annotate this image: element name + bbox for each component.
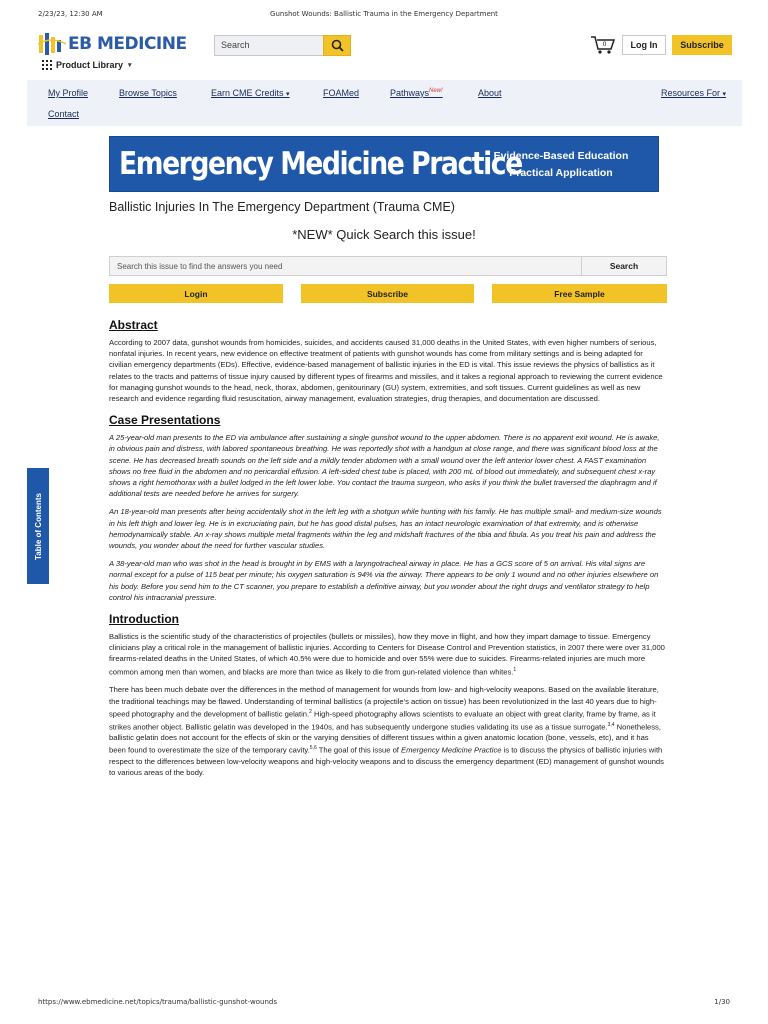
cart-button[interactable] bbox=[590, 35, 616, 55]
case-presentations-section bbox=[109, 413, 667, 603]
nav-foamed[interactable]: FOAMed bbox=[323, 88, 360, 98]
nav-pathways-label: Pathways bbox=[390, 88, 430, 98]
eb-medicine-logo[interactable] bbox=[38, 31, 187, 57]
chevron-down-icon: ▾ bbox=[128, 62, 132, 69]
introduction-section bbox=[109, 612, 667, 779]
nav-contact[interactable]: Contact bbox=[48, 109, 80, 119]
introduction-heading: Introduction bbox=[109, 612, 179, 627]
nav-pathways[interactable] bbox=[390, 88, 443, 98]
print-header bbox=[38, 10, 730, 22]
intro-p2-text-a: There has been much debate over the differences in the method of management for wounds from low- and high-velocity weapons. Based on the available literature, the traditional teachings may be flawed. Understanding of terminal ballistics (a projectile's action on tissue) has been revolutionized in the last 40 years due to high-speed photography and the development of ballistic gelatin. bbox=[109, 685, 659, 719]
case-paragraph-1: A 25-year-old man presents to the ED via ambulance after sustaining a single gunshot wound to the upper abdomen. There is no apparent exit wound. He is awake, in obvious pain and distress, with labored spontaneous breathing. He was reportedly shot with a handgun at close range, and there was significant blood loss at the scene. He has decreased breath sounds on the left side and a mildly tender abdomen with a small wound over the left anterior lower chest. A FAST examination shows no free fluid in the abdomen and no pericardial effusion. A left-sided chest tube is placed, with 200 mL of blood out immediately, and subsequent chest x-ray shows a right hemothorax with a bullet lodged in the left lower lobe. You contact the trauma surgeon, who asks if you think the bullet traversed the diaphragm and if additional tests are needed before he arrives for surgery. bbox=[109, 433, 660, 499]
nav-browse-topics[interactable]: Browse Topics bbox=[119, 88, 177, 98]
nav-my-profile[interactable]: My Profile bbox=[48, 88, 89, 98]
issue-search-button[interactable]: Search bbox=[581, 256, 667, 276]
print-page-number: 1/30 bbox=[714, 998, 730, 1006]
nav-earn-cme-label: Earn CME Credits bbox=[211, 88, 284, 98]
search-button[interactable] bbox=[323, 35, 351, 56]
chevron-down-icon: ▾ bbox=[722, 91, 727, 98]
subscribe-issue-button[interactable]: Subscribe bbox=[301, 284, 474, 303]
logo-text: EB MEDICINE bbox=[68, 34, 187, 54]
citation-ref[interactable]: 2 bbox=[309, 708, 312, 715]
login-button[interactable]: Log In bbox=[622, 35, 666, 55]
abstract-heading: Abstract bbox=[109, 318, 158, 332]
abstract-section bbox=[109, 318, 667, 404]
cart-icon bbox=[590, 35, 616, 55]
citation-ref[interactable]: 1 bbox=[513, 666, 517, 673]
issue-search-input[interactable]: Search this issue to find the answers you need bbox=[109, 256, 582, 276]
chevron-down-icon: ▾ bbox=[286, 91, 290, 98]
search-icon bbox=[331, 39, 344, 52]
intro-paragraph-1 bbox=[109, 631, 667, 677]
article-content bbox=[109, 318, 667, 788]
banner-title: Emergency Medicine Practice bbox=[119, 146, 522, 182]
quick-search-heading: *NEW* Quick Search this issue! bbox=[292, 227, 476, 242]
banner-tagline-line2: Practical Application bbox=[509, 167, 613, 179]
print-datetime: 2/23/23, 12:30 AM bbox=[38, 10, 103, 18]
case-paragraph-3: A 38-year-old man who was shot in the head is brought in by EMS with a laryngotracheal airway in place. He has a GCS score of 5 on arrival. His vital signs are normal except for a pulse of 115 beat per minute; his oxygen saturation is 94% via the airway. There appears to be only 1 wound and no other injuries elsewhere on his body. Before you send him to the CT scanner, you prepare to establish a definitive airway, but you wonder about the right drugs and ventilator strategy to help control his intracranial pressure. bbox=[109, 559, 659, 602]
logo-mark-icon bbox=[38, 32, 66, 56]
site-search-input[interactable]: Search bbox=[214, 35, 324, 56]
intro-paragraph-2 bbox=[109, 684, 667, 778]
intro-p2-text-d: The goal of this issue of bbox=[316, 746, 402, 756]
banner-tagline bbox=[476, 148, 646, 182]
table-of-contents-tab[interactable] bbox=[27, 468, 49, 584]
nav-earn-cme-credits[interactable] bbox=[211, 88, 290, 98]
intro-p2-journal-name: Emergency Medicine Practice bbox=[401, 746, 502, 756]
toc-tab-label: Table of Contents bbox=[33, 492, 43, 560]
main-nav bbox=[27, 80, 742, 126]
issue-title: Ballistic Injuries In The Emergency Department (Trauma CME) bbox=[109, 200, 455, 214]
nav-about[interactable]: About bbox=[478, 88, 502, 98]
grid-icon bbox=[42, 60, 52, 70]
emp-banner bbox=[109, 136, 659, 192]
intro-p2-text-e: is to discuss the physics of ballistic injuries with respect to the differences between low-velocity weapons and high-velocity weapons and to discuss the emergency department (ED) management of gunshot wounds to various areas of the body. bbox=[109, 746, 664, 778]
case-presentations-heading: Case Presentations bbox=[109, 413, 221, 428]
intro-p2-text-c: Nonetheless, ballistic gelatin does not account for the effects of skin or the varying densities of different tissues within a given anatomic location (bone, vessels, etc), and it has been found to overestimate the size of the temporary cavity. bbox=[109, 722, 661, 756]
intro-p2-text-b: High-speed photography allows scientists to evaluate an object with great clarity, frame by frame, as it strikes another object. Ballistic gelatin was developed in the 1940s, and has subsequently undergone studies validating its use as a tissue surrogate. bbox=[109, 709, 656, 732]
intro-p1-text: Ballistics is the scientific study of the characteristics of projectiles (bullets or missiles), how they move in flight, and how they impart damage to tissue. Emergency clinicians play a critical role in the management of ballistic injuries. According to Centers for Disease Control and Prevention statistics, in 2007 there were over 31,000 firearms-related deaths in the United States, of which 40.5% were due to homicide and over 55% were due to suicides. Firearms-related injuries are much more common among men than women, and blacks are more than twice as likely to die from gun-related violence than whites. bbox=[109, 632, 665, 677]
subscribe-button[interactable]: Subscribe bbox=[672, 35, 732, 55]
cart-count: 0 bbox=[602, 41, 607, 48]
banner-tagline-line1: Evidence-Based Education bbox=[493, 150, 629, 162]
nav-resources-for[interactable] bbox=[661, 88, 726, 98]
case-paragraph-2: An 18-year-old man presents after being accidentally shot in the left leg with a shotgun while hunting with his family. He has multiple small- and medium-size wounds in his left thigh and lower leg. He is in excruciating pain, but he has good distal pulses, has an intact neurologic examination of that extremity, and is otherwise hemodynamically stable. An x-ray shows multiple metal fragments within the leg and midshaft fractures of the tibia and fibula. As you treat his pain and address the wounds, you wonder about the need for further vascular studies. bbox=[109, 507, 662, 551]
login-issue-button[interactable]: Login bbox=[109, 284, 283, 303]
print-page-title: Gunshot Wounds: Ballistic Trauma in the Emergency Department bbox=[270, 10, 498, 18]
abstract-text: According to 2007 data, gunshot wounds from homicides, suicides, and accidents caused 31,000 deaths in the United States, with even higher numbers of serious, nonfatal injuries. In recent years, new evidence on effective treatment of patients with gunshot wounds has come from military settings and is being adapted for civilian emergency departments (EDs). Effective, evidence-based management of ballistic injuries in the ED is vital. This issue reviews the physics of ballistics as it relates to the tracts and patterns of tissue injury caused by different types of firearms and missiles, and it takes a regional approach to reviewing the current evidence for managing gunshot wounds to the head, neck, thorax, abdomen, genitourinary (GU) system, extremities, and soft tissues. Current guidelines as well as new research and evidence regarding fluid resuscitation, airway management, evaluation strategies, drug therapies, and documentation are discussed. bbox=[109, 338, 663, 404]
free-sample-button[interactable]: Free Sample bbox=[492, 284, 667, 303]
citation-ref[interactable]: 3,4 bbox=[607, 721, 615, 728]
print-footer bbox=[38, 998, 730, 1010]
print-url: https://www.ebmedicine.net/topics/trauma/ballistic-gunshot-wounds bbox=[38, 998, 278, 1006]
product-library-label: Product Library bbox=[56, 60, 124, 70]
nav-resources-label: Resources For bbox=[661, 88, 721, 98]
new-badge: New! bbox=[429, 88, 443, 94]
product-library-menu[interactable] bbox=[42, 60, 132, 70]
citation-ref[interactable]: 5,6 bbox=[309, 745, 317, 752]
